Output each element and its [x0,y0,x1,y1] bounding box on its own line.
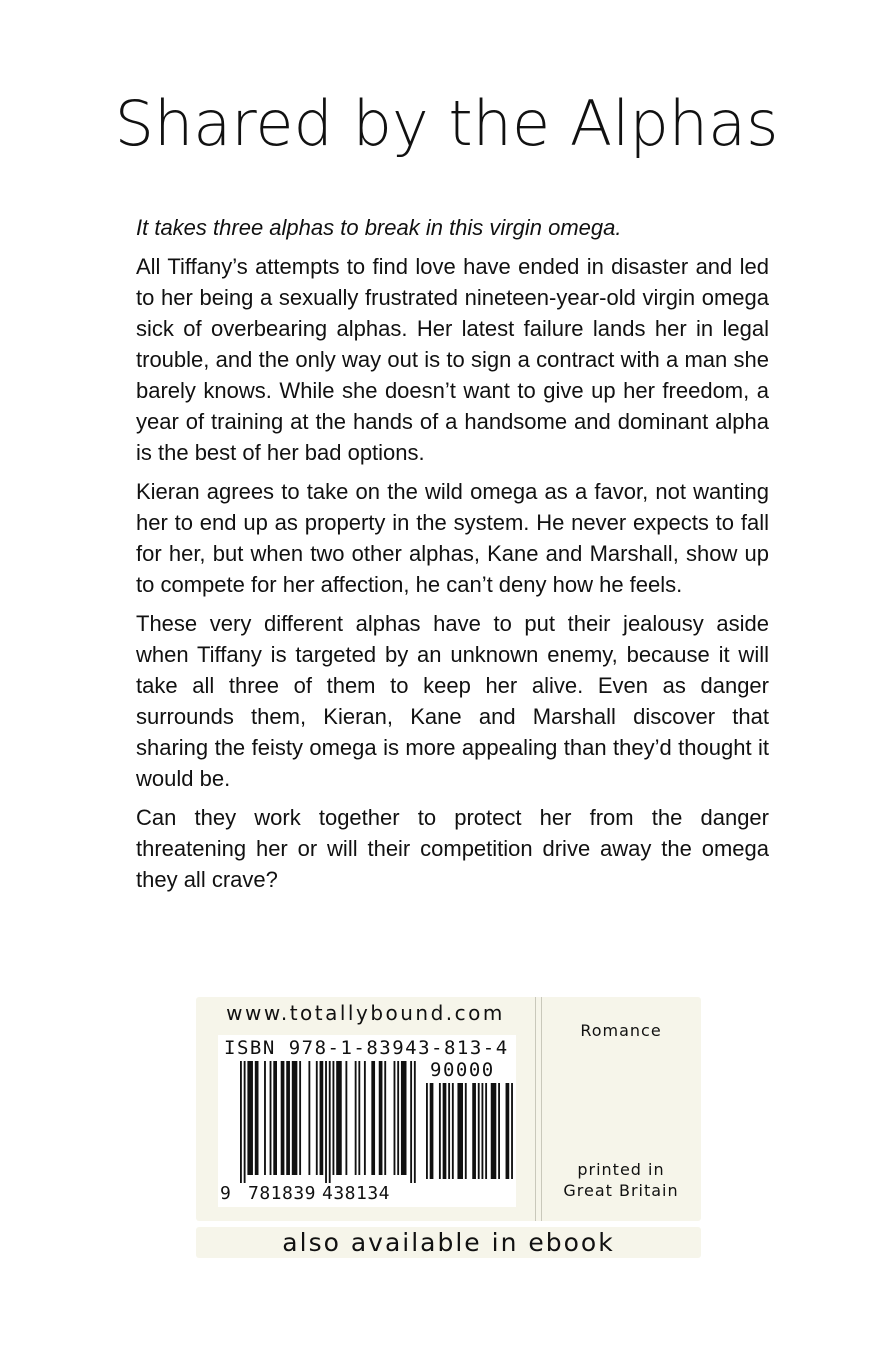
addon-bar [452,1083,454,1179]
blurb-paragraph-3: These very different alphas have to put their jealousy aside when Tiffany is targeted by an unknown enemy, because it will take all three of them to keep her alive. Even as danger surrounds them, Kieran, Kane and Marshall discover that sharing the feisty omega is more appealing than they’d thought it would be. [136,611,769,791]
addon-bar [506,1083,510,1179]
blurb-paragraph-1: All Tiffany’s attempts to find love have ended in disaster and led to her being a sexually frustrated nineteen-year-old virgin omega sick of overbearing alphas. Her latest failure lands her in legal trouble, and the only way out is to sign a contract with a man she barely knows. While she doesn’t want to give up her freedom, a year of training at the hands of a handsome and dominant alpha is the best of her bad options. [136,254,769,465]
printed-in-label [541,1159,701,1201]
addon-bar [439,1083,441,1179]
addon-bar [478,1083,480,1179]
book-title: Shared by the Alphas [114,87,779,160]
barcode-panel [196,997,701,1221]
ean-bar [320,1061,324,1175]
ean-bar [371,1061,375,1175]
ean-bar [394,1061,396,1175]
ean-bar [345,1061,347,1175]
blurb-paragraph-4: Can they work together to protect her from the danger threatening her or will their competition drive away the omega they all crave? [136,805,769,892]
ean-bar [273,1061,277,1175]
addon-bar [482,1083,484,1179]
ean-bar [355,1061,357,1175]
addon-bar [472,1083,476,1179]
ebook-availability: also available in ebook [196,1227,701,1258]
publisher-website: www.totallybound.com [226,1001,505,1025]
ean-bar [247,1061,253,1175]
ean-bar [401,1061,407,1175]
ean-bar [364,1061,366,1175]
addon-bar [485,1083,487,1179]
ean-bar [255,1061,259,1175]
price-code: 90000 [430,1059,495,1081]
addon-bar [491,1083,497,1179]
ean-bar [336,1061,342,1175]
ean-bar [244,1061,246,1183]
addon-bar [457,1083,463,1179]
ean-bar [410,1061,412,1183]
barcode-box [218,1035,516,1207]
ean-bar [379,1061,383,1175]
addon-bar [448,1083,450,1179]
back-cover-blurb [136,212,769,903]
ean-bar [264,1061,266,1175]
blurb-paragraph-2: Kieran agrees to take on the wild omega as a favor, not wanting her to end up as property in the system. He never expects to fall for her, but when two other alphas, Kane and Marshall, show up to compete for her affection, he can’t deny how he feels. [136,479,769,597]
isbn-label: ISBN 978-1-83943-813-4 [224,1037,509,1059]
ean-bar [308,1061,310,1175]
ean-left-digits: 781839 [248,1183,317,1204]
ean-bar [333,1061,335,1175]
ean-bar [286,1061,290,1175]
ean-bar [270,1061,272,1175]
ean-bar [316,1061,318,1175]
addon-bar [498,1083,500,1179]
genre-label: Romance [580,1021,662,1040]
ean-bar [397,1061,399,1175]
printed-line-2: Great Britain [563,1181,679,1200]
ean-right-digits: 438134 [322,1183,391,1204]
addon-bar [511,1083,513,1179]
ean-bar [329,1061,331,1183]
ean-bar [240,1061,242,1183]
addon-bar [465,1083,467,1179]
ean-bar [299,1061,301,1175]
ean-bar [325,1061,327,1183]
ean-bar [281,1061,285,1175]
ean-first-digit: 9 [220,1183,231,1204]
ean-bar [292,1061,298,1175]
printed-line-1: printed in [577,1160,665,1179]
addon-bar [430,1083,434,1179]
barcode-graphic [218,1035,516,1207]
ean-bar [358,1061,360,1175]
addon-bar [443,1083,447,1179]
ean-bar [414,1061,416,1183]
blurb-tagline: It takes three alphas to break in this virgin omega. [136,215,622,240]
ean-bar [384,1061,386,1175]
addon-bar [426,1083,428,1179]
